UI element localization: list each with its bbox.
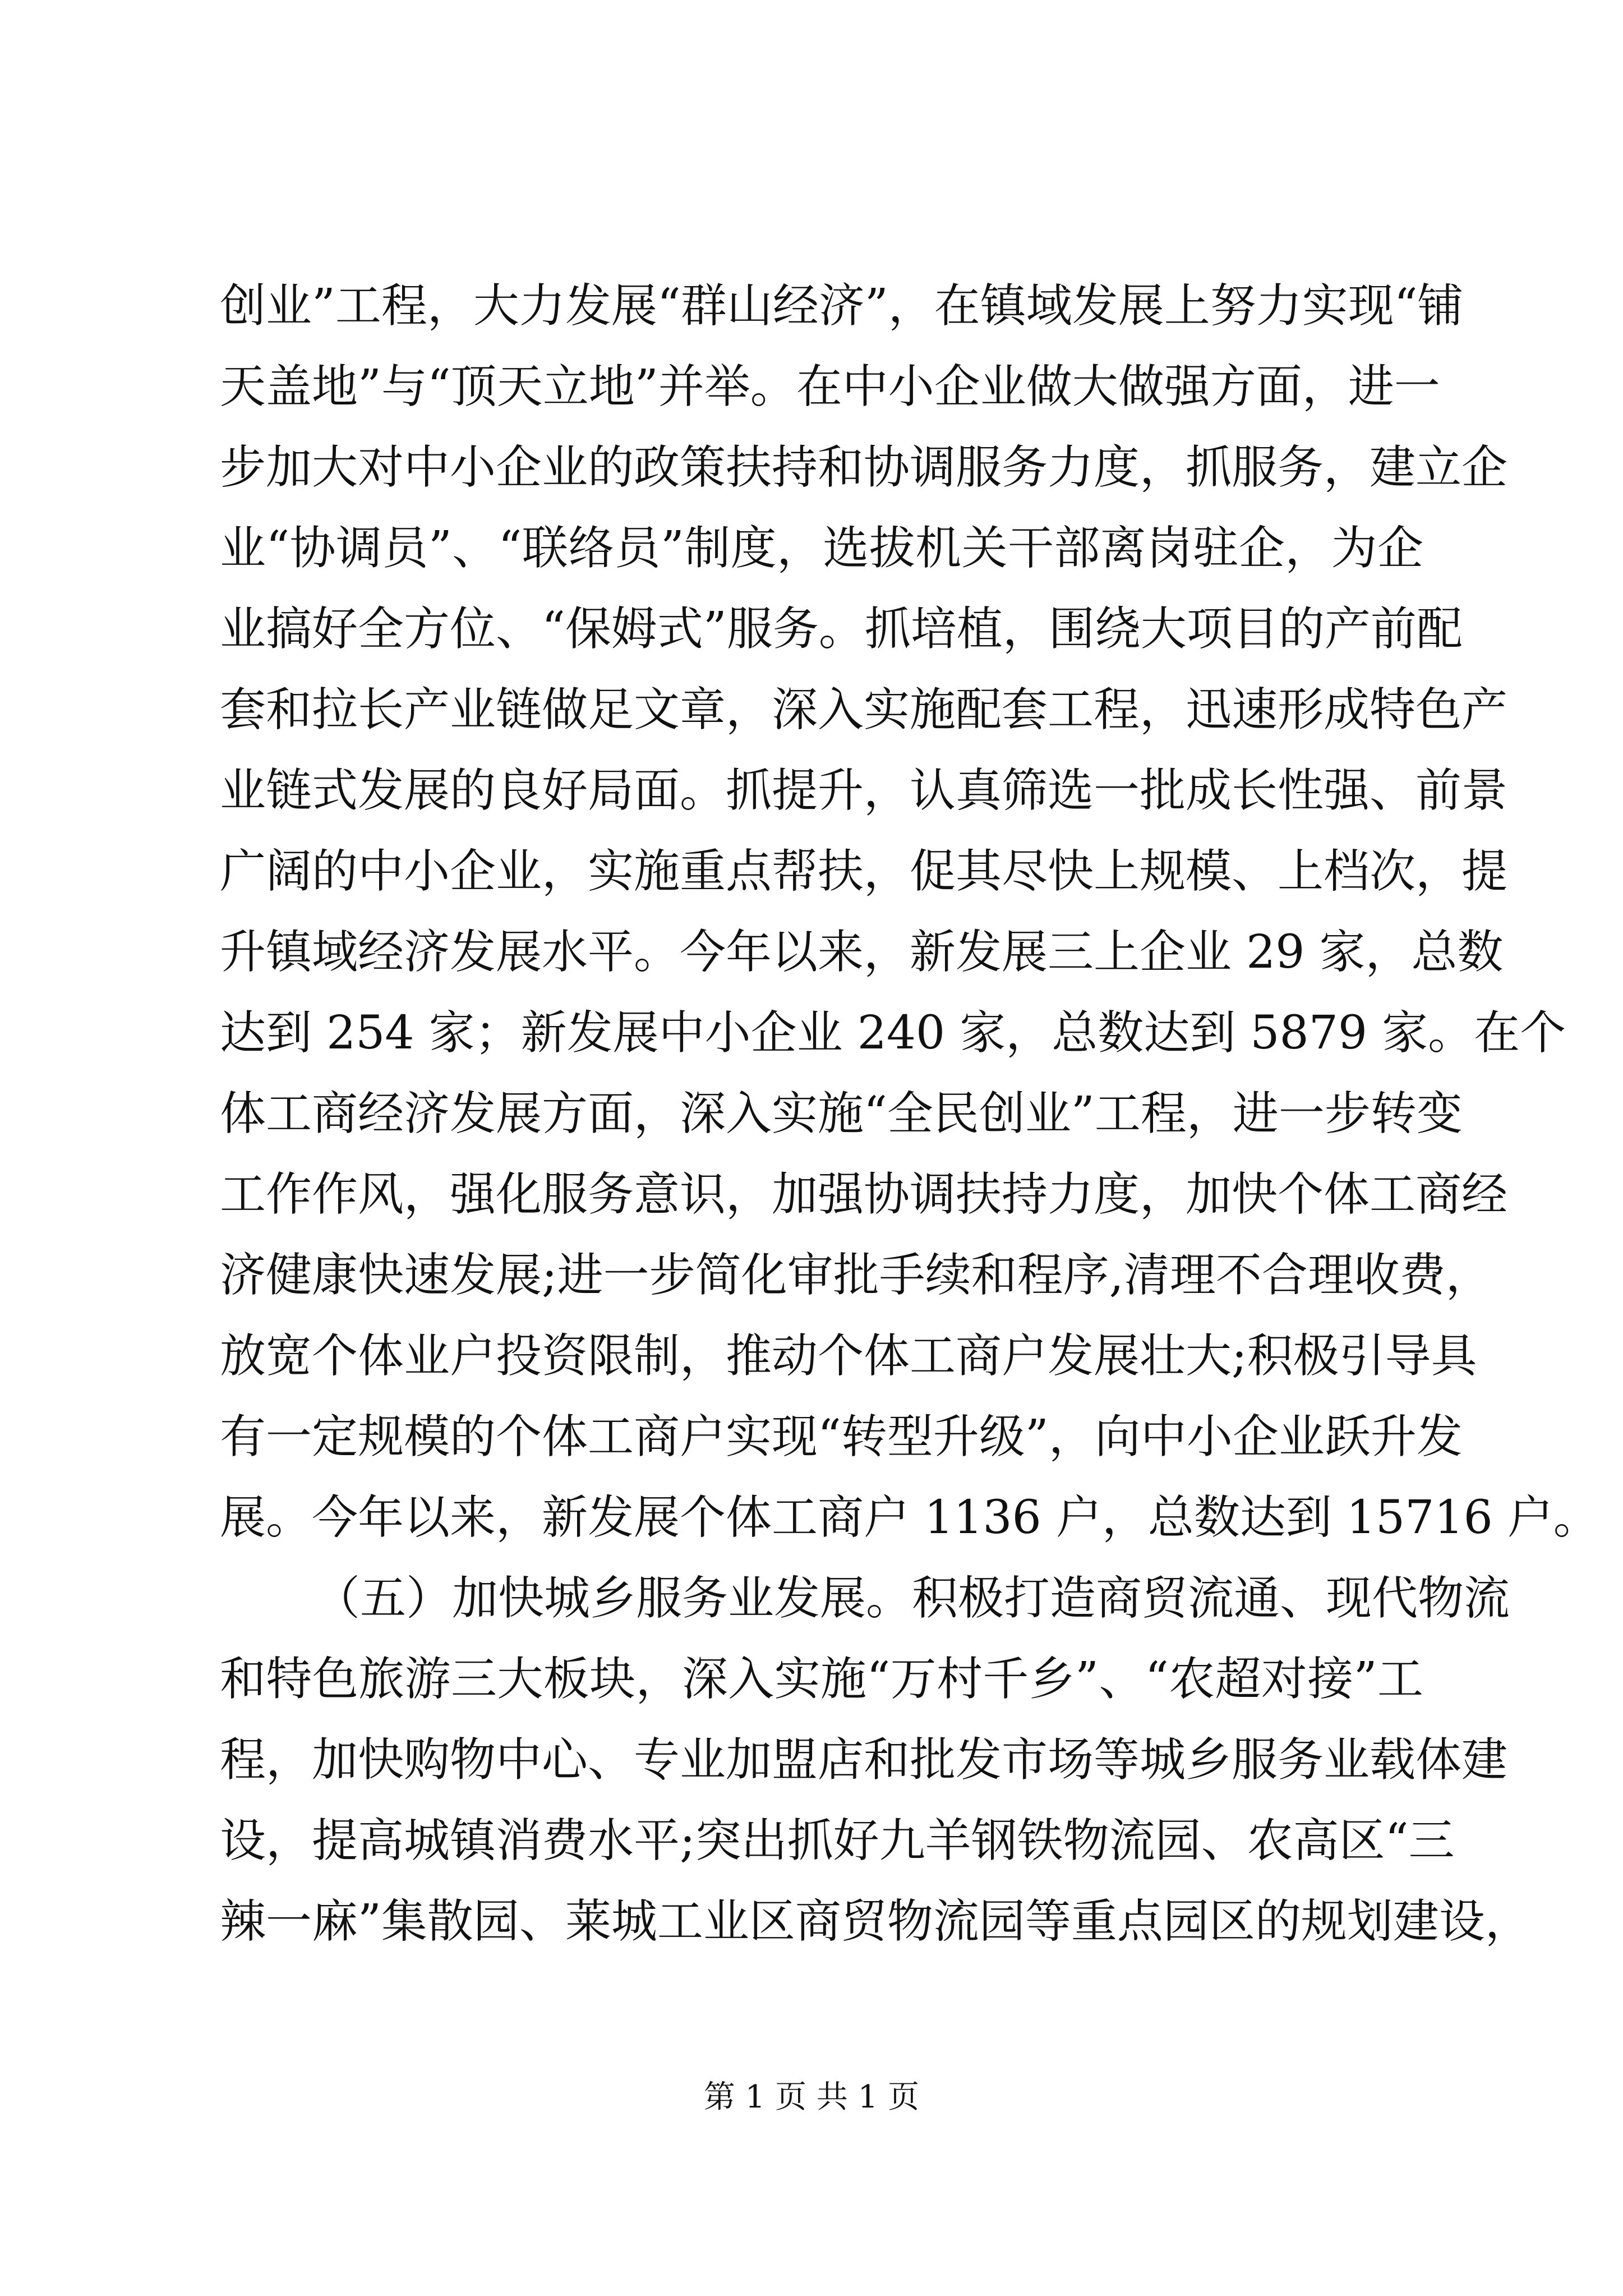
text-line: 达到 254 家；新发展中小企业 240 家，总数达到 5879 家。在个: [220, 1006, 1566, 1060]
page-footer: 第 1 页 共 1 页: [703, 2079, 920, 2115]
text-line: 业搞好全方位、“保姆式”服务。抓培植，围绕大项目的产前配: [220, 602, 1463, 656]
text-line: 天盖地”与“顶天立地”并举。在中小企业做大做强方面，进一: [220, 360, 1440, 413]
text-line: 济健康快速发展;进一步简化审批手续和程序,清理不合理收费，: [220, 1249, 1492, 1302]
text-line: 体工商经济发展方面，深入实施“全民创业”工程，进一步转变: [220, 1087, 1463, 1140]
section-heading-line: （五）加快城乡服务业发展。积极打造商贸流通、现代物流: [314, 1572, 1510, 1625]
document-body: [220, 266, 1599, 1962]
paragraph-end-line: 展。今年以来，新发展个体工商户 1136 户，总数达到 15716 户。: [220, 1491, 1599, 1544]
text-line: 创业”工程，大力发展“群山经济”，在镇域发展上努力实现“铺: [220, 279, 1464, 333]
text-line: 辣一麻”集散园、莱城工业区商贸物流园等重点园区的规划建设，: [220, 1895, 1531, 1948]
text-line: 设，提高城镇消费水平;突出抓好九羊钢铁物流园、农高区“三: [220, 1814, 1455, 1867]
text-line: 有一定规模的个体工商户实现“转型升级”，向中小企业跃升发: [220, 1410, 1463, 1464]
text-line: 业“协调员”、“联络员”制度，选拔机关干部离岗驻企，为企: [220, 522, 1423, 575]
text-line: 放宽个体业户投资限制，推动个体工商户发展壮大;积极引导具: [220, 1329, 1477, 1383]
text-line: 广阔的中小企业，实施重点帮扶，促其尽快上规模、上档次，提: [220, 845, 1508, 898]
text-line: 程，加快购物中心、专业加盟店和批发市场等城乡服务业载体建: [220, 1733, 1508, 1787]
text-line: 业链式发展的良好局面。抓提升，认真筛选一批成长性强、前景: [220, 764, 1508, 817]
text-line: 步加大对中小企业的政策扶持和协调服务力度，抓服务，建立企: [220, 441, 1508, 494]
text-line: 和特色旅游三大板块，深入实施“万村千乡”、“农超对接”工: [220, 1653, 1423, 1706]
text-line: 工作作风，强化服务意识，加强协调扶持力度，加快个体工商经: [220, 1168, 1508, 1221]
text-line: 套和拉长产业链做足文章，深入实施配套工程，迅速形成特色产: [220, 683, 1508, 737]
text-line: 升镇域经济发展水平。今年以来，新发展三上企业 29 家，总数: [220, 926, 1504, 979]
